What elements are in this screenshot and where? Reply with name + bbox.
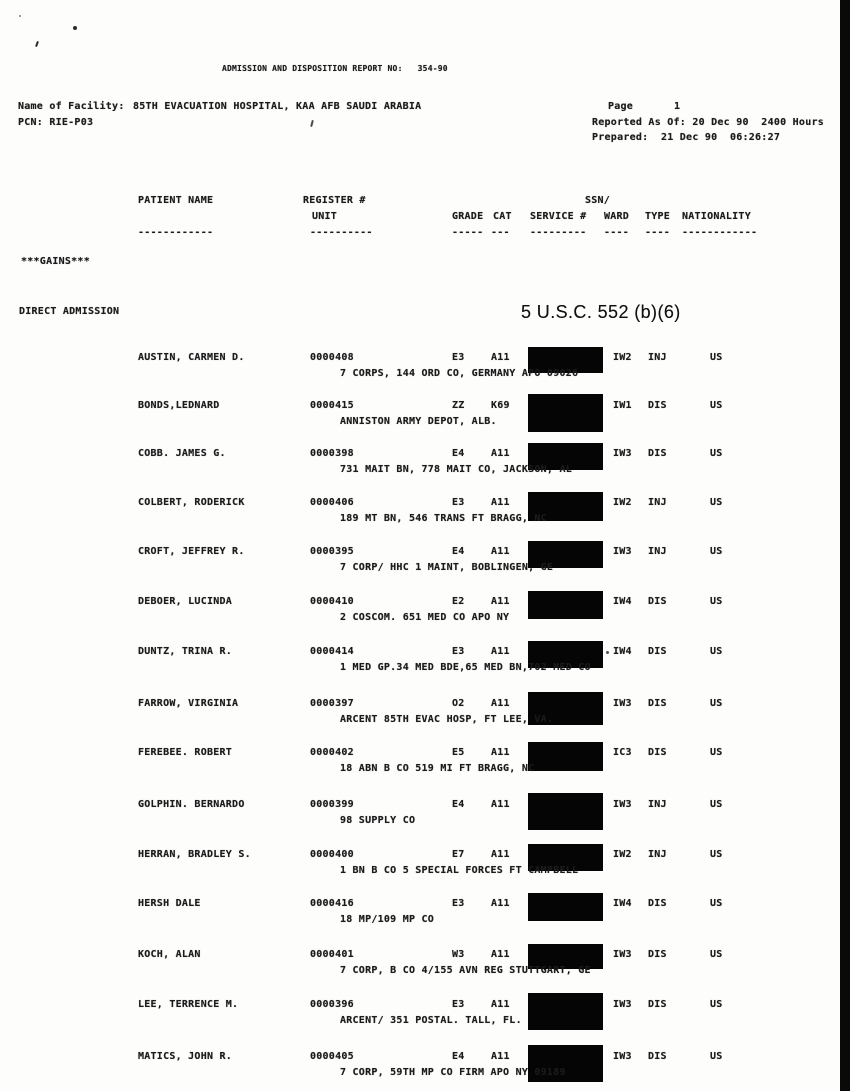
cat-value: A11: [491, 898, 510, 909]
ward-value: IW3: [613, 799, 632, 810]
type-value: INJ: [648, 849, 667, 860]
cat-value: A11: [491, 497, 510, 508]
grade-value: E2: [452, 596, 465, 607]
register-number: 0000397: [310, 698, 354, 709]
type-value: DIS: [648, 400, 667, 411]
ssn-redaction-box: [528, 793, 603, 830]
type-value: DIS: [648, 698, 667, 709]
cat-value: K69: [491, 400, 510, 411]
report-title-label: ADMISSION AND DISPOSITION REPORT NO:: [222, 64, 403, 73]
ward-value: IC3: [613, 747, 632, 758]
cat-value: A11: [491, 949, 510, 960]
cat-value: A11: [491, 352, 510, 363]
foia-exemption-stamp: 5 U.S.C. 552 (b)(6): [521, 302, 681, 322]
rule-type: ----: [645, 227, 671, 238]
ssn-redaction-box: [528, 591, 603, 619]
nationality-value: US: [710, 698, 723, 709]
register-number: 0000414: [310, 646, 354, 657]
nationality-value: US: [710, 546, 723, 557]
unit-line: 7 CORPS, 144 ORD CO, GERMANY APO 09026: [340, 368, 579, 379]
unit-line: 2 COSCOM. 651 MED CO APO NY: [340, 612, 510, 623]
cat-value: A11: [491, 849, 510, 860]
nationality-value: US: [710, 497, 723, 508]
ward-value: IW2: [613, 497, 632, 508]
patient-row: [0, 646, 850, 686]
reported-as-of: Reported As Of: 20 Dec 90 2400 Hours: [592, 117, 825, 128]
nationality-value: US: [710, 949, 723, 960]
patient-name: FEREBEE. ROBERT: [138, 747, 233, 758]
patient-name: AUSTIN, CARMEN D.: [138, 352, 245, 363]
patient-name: COBB. JAMES G.: [138, 448, 226, 459]
unit-line: 1 MED GP.34 MED BDE,65 MED BN,702 MED CO: [340, 662, 591, 673]
ssn-redaction-box: [528, 742, 603, 771]
ward-value: IW4: [613, 596, 632, 607]
cat-value: A11: [491, 646, 510, 657]
rule-grade: -----: [452, 227, 484, 238]
cat-value: A11: [491, 747, 510, 758]
col-header-register: REGISTER #: [303, 195, 366, 206]
type-value: DIS: [648, 949, 667, 960]
grade-value: W3: [452, 949, 465, 960]
scan-artifact: [35, 41, 39, 47]
type-value: DIS: [648, 898, 667, 909]
patient-name: DUNTZ, TRINA R.: [138, 646, 233, 657]
page-label: Page: [608, 101, 634, 112]
register-number: 0000408: [310, 352, 354, 363]
ward-value: IW4: [613, 646, 632, 657]
patient-name: COLBERT, RODERICK: [138, 497, 245, 508]
patient-row: [0, 400, 850, 440]
unit-line: 18 MP/109 MP CO: [340, 914, 435, 925]
ward-value: IW2: [613, 849, 632, 860]
ward-value: IW4: [613, 898, 632, 909]
ssn-redaction-box: [528, 993, 603, 1030]
type-value: DIS: [648, 448, 667, 459]
patient-name: CROFT, JEFFREY R.: [138, 546, 245, 557]
ward-value: IW3: [613, 999, 632, 1010]
patient-name: GOLPHIN. BERNARDO: [138, 799, 245, 810]
grade-value: E3: [452, 646, 465, 657]
cat-value: A11: [491, 546, 510, 557]
patient-row: [0, 596, 850, 636]
col-header-ward: WARD: [604, 211, 630, 222]
unit-line: 7 CORP, 59TH MP CO FIRM APO NY 09189: [340, 1067, 566, 1078]
type-value: DIS: [648, 1051, 667, 1062]
col-header-patient-name: PATIENT NAME: [138, 195, 214, 206]
unit-line: 731 MAIT BN, 778 MAIT CO, JACKSON, AL: [340, 464, 573, 475]
report-number: 354-90: [417, 64, 448, 73]
patient-name: MATICS, JOHN R.: [138, 1051, 233, 1062]
patient-row: [0, 949, 850, 989]
register-number: 0000406: [310, 497, 354, 508]
nationality-value: US: [710, 596, 723, 607]
scan-artifact: [73, 26, 77, 30]
report-title-spacer: [403, 64, 418, 73]
nationality-value: US: [710, 799, 723, 810]
patient-row: [0, 747, 850, 787]
patient-row: [0, 1051, 850, 1091]
register-number: 0000396: [310, 999, 354, 1010]
register-number: 0000401: [310, 949, 354, 960]
col-header-unit: UNIT: [312, 211, 338, 222]
nationality-value: US: [710, 898, 723, 909]
grade-value: O2: [452, 698, 465, 709]
ward-value: IW3: [613, 949, 632, 960]
patient-row: [0, 849, 850, 889]
register-number: 0000405: [310, 1051, 354, 1062]
rule-register: ----------: [310, 227, 373, 238]
patient-row: [0, 898, 850, 938]
scan-artifact: [19, 15, 21, 17]
rule-patient-name: ------------: [138, 227, 214, 238]
cat-value: A11: [491, 596, 510, 607]
col-header-cat: CAT: [493, 211, 512, 222]
col-header-service-number: SERVICE #: [530, 211, 587, 222]
ssn-redaction-box: [528, 893, 603, 921]
nationality-value: US: [710, 448, 723, 459]
cat-value: A11: [491, 698, 510, 709]
unit-line: 18 ABN B CO 519 MI FT BRAGG, NC: [340, 763, 535, 774]
rule-nationality: ------------: [682, 227, 758, 238]
grade-value: E3: [452, 497, 465, 508]
cat-value: A11: [491, 1051, 510, 1062]
ssn-redaction-box: [528, 394, 603, 432]
type-value: INJ: [648, 497, 667, 508]
cat-value: A11: [491, 999, 510, 1010]
patient-row: [0, 999, 850, 1039]
patient-name: FARROW, VIRGINIA: [138, 698, 239, 709]
register-number: 0000398: [310, 448, 354, 459]
patient-name: DEBOER, LUCINDA: [138, 596, 233, 607]
facility-label: Name of Facility:: [18, 101, 125, 112]
prepared-timestamp: Prepared: 21 Dec 90 06:26:27: [592, 132, 781, 143]
unit-line: 189 MT BN, 546 TRANS FT BRAGG, NC: [340, 513, 547, 524]
rule-service: ---------: [530, 227, 587, 238]
register-number: 0000402: [310, 747, 354, 758]
col-header-ssn: SSN/: [585, 195, 611, 206]
nationality-value: US: [710, 646, 723, 657]
nationality-value: US: [710, 1051, 723, 1062]
patient-row: [0, 448, 850, 488]
patient-name: KOCH, ALAN: [138, 949, 201, 960]
grade-value: E3: [452, 898, 465, 909]
col-header-grade: GRADE: [452, 211, 484, 222]
ward-value: IW3: [613, 448, 632, 459]
unit-line: ANNISTON ARMY DEPOT, ALB.: [340, 416, 497, 427]
patient-name: BONDS,LEDNARD: [138, 400, 220, 411]
grade-value: E3: [452, 999, 465, 1010]
grade-value: E4: [452, 1051, 465, 1062]
patient-name: HERSH DALE: [138, 898, 201, 909]
ward-value: IW2: [613, 352, 632, 363]
grade-value: ZZ: [452, 400, 465, 411]
patient-row: [0, 698, 850, 738]
ward-value: IW3: [613, 698, 632, 709]
nationality-value: US: [710, 400, 723, 411]
grade-value: E5: [452, 747, 465, 758]
page-number: 1: [674, 101, 681, 112]
scan-artifact: [310, 120, 314, 127]
patient-row: [0, 546, 850, 586]
grade-value: E3: [452, 352, 465, 363]
nationality-value: US: [710, 352, 723, 363]
section-direct-admission: DIRECT ADMISSION: [19, 306, 120, 317]
col-header-nationality: NATIONALITY: [682, 211, 751, 222]
grade-value: E4: [452, 799, 465, 810]
rule-ward: ----: [604, 227, 630, 238]
rule-cat: ---: [491, 227, 510, 238]
patient-name: HERRAN, BRADLEY S.: [138, 849, 251, 860]
patient-name: LEE, TERRENCE M.: [138, 999, 239, 1010]
register-number: 0000415: [310, 400, 354, 411]
ward-value: IW1: [613, 400, 632, 411]
pcn-line: PCN: RIE-P03: [18, 117, 94, 128]
patient-row: [0, 799, 850, 839]
unit-line: 98 SUPPLY CO: [340, 815, 416, 826]
nationality-value: US: [710, 999, 723, 1010]
register-number: 0000410: [310, 596, 354, 607]
ward-value: IW3: [613, 1051, 632, 1062]
col-header-type: TYPE: [645, 211, 671, 222]
grade-value: E7: [452, 849, 465, 860]
unit-line: 1 BN B CO 5 SPECIAL FORCES FT CAMPBELL: [340, 865, 579, 876]
grade-value: E4: [452, 448, 465, 459]
patient-row: [0, 497, 850, 537]
section-gains: ***GAINS***: [21, 256, 90, 267]
type-value: INJ: [648, 352, 667, 363]
register-number: 0000395: [310, 546, 354, 557]
unit-line: ARCENT/ 351 POSTAL. TALL, FL.: [340, 1015, 522, 1026]
report-title: [222, 63, 448, 75]
type-value: DIS: [648, 646, 667, 657]
patient-row: [0, 352, 850, 392]
unit-line: 7 CORP, B CO 4/155 AVN REG STUTTGART, GE: [340, 965, 591, 976]
ward-value: IW3: [613, 546, 632, 557]
type-value: DIS: [648, 747, 667, 758]
type-value: DIS: [648, 596, 667, 607]
nationality-value: US: [710, 747, 723, 758]
nationality-value: US: [710, 849, 723, 860]
register-number: 0000399: [310, 799, 354, 810]
type-value: INJ: [648, 799, 667, 810]
type-value: DIS: [648, 999, 667, 1010]
unit-line: 7 CORP/ HHC 1 MAINT, BOBLINGEN, GE: [340, 562, 554, 573]
type-value: INJ: [648, 546, 667, 557]
cat-value: A11: [491, 799, 510, 810]
register-number: 0000400: [310, 849, 354, 860]
unit-line: ARCENT 85TH EVAC HOSP, FT LEE, VA.: [340, 714, 554, 725]
register-number: 0000416: [310, 898, 354, 909]
cat-value: A11: [491, 448, 510, 459]
facility-name: 85TH EVACUATION HOSPITAL, KAA AFB SAUDI ARABIA: [133, 101, 422, 112]
grade-value: E4: [452, 546, 465, 557]
